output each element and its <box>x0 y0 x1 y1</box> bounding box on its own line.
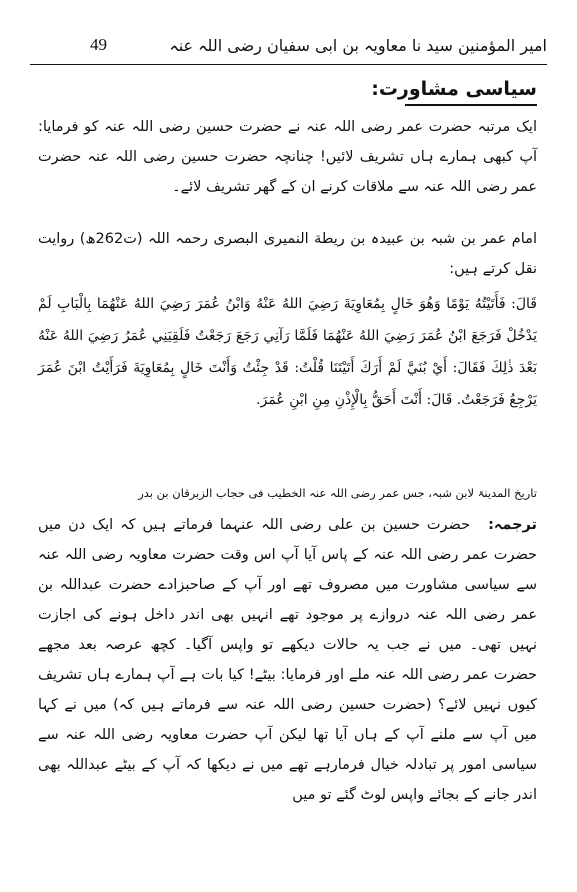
translation-paragraph <box>38 510 537 810</box>
page-header <box>30 28 547 62</box>
section-heading-underline <box>405 104 537 106</box>
translation-label: ترجمہ: <box>488 517 537 533</box>
running-title: امیر المؤمنین سید نا معاویہ بن ابی سفیان رضی اللہ عنہ <box>169 35 547 55</box>
arabic-hadith-text: قَالَ: فَأَتَيْتُهُ يَوْمًا وَهُوَ خَالٍ بِمُعَاوِيَةَ رَضِيَ اللهُ عَنْهُ وَابْنُ عُمَرَ رَضِيَ اللهُ عَنْهُمَا بِالْبَابِ لَمْ يَدْخُلْ فَرَجَعَ ابْنُ عُمَرَ رَضِيَ اللهُ عَنْهُمَا فَلَمَّا رَآنِي رَجَعَ رَجَعْتُ فَلَقِيَنِي عُمَرُ رَضِيَ اللهُ عَنْهُ بَعْدَ ذٰلِكَ فَقَالَ: أَيْ بُنَيَّ لَمْ أَرَكَ أَتَيْتَنَا قُلْتُ: قَدْ جِئْتُ وَأَنْتَ خَالٍ بِمُعَاوِيَةَ فَرَأَيْتُ ابْنَ عُمَرَ يَرْجِعُ فَرَجَعْتُ. قَالَ: أَنْتَ أَحَقُّ بِالْإِذْنِ مِنِ ابْنِ عُمَرَ. <box>38 296 537 408</box>
translation-text: حضرت حسین بن علی رضی اللہ عنہما فرماتے ہیں کہ ایک دن میں حضرت عمر رضی اللہ عنہ کے پاس آیا آپ اس وقت حضرت معاویہ رضی اللہ عنہ سے سیاسی مشاورت میں مصروف تھے اور آپ کے صاحبزادے حضرت عبداللہ بن عمر رضی اللہ عنہ دروازے پر موجود تھے انہیں بھی اندر داخل ہونے کی اجازت نہیں تھی۔ میں نے جب یہ حالات دیکھے تو واپس آگیا۔ کچھ عرصہ بعد مجھے حضرت عمر رضی اللہ عنہ ملے اور فرمایا: بیٹے! کیا بات ہے آپ ہمارے ہاں تشریف کیوں نہیں لائے؟ (حضرت حسین رضی اللہ عنہ سے فرماتے ہیں کہ) میں نے کہا میں آپ سے ملنے آپ کے ہاں آیا تھا لیکن آپ حضرت معاویہ رضی اللہ عنہ سے سیاسی امور پر تبادلہ خیال فرمارہے تھے میں نے دیکھا کہ آپ کے بیٹے عبداللہ بھی اندر جانے کے بجائے واپس لوٹ گئے تو میں <box>38 517 537 803</box>
intro-paragraph: ایک مرتبہ حضرت عمر رضی اللہ عنہ نے حضرت حسین رضی اللہ عنہ کو فرمایا: آپ کبھی ہمارے ہاں تشریف لائیں! چنانچہ حضرت حسین رضی اللہ عنہ حضرت عمر رضی اللہ عنہ سے ملاقات کرنے ان کے گھر تشریف لائے۔ <box>38 119 537 195</box>
header-rule <box>30 64 547 65</box>
narrator-line: امام عمر بن شبہ بن عبیدہ بن ریطة النمیری البصری رحمہ اللہ (ت262ھ) روایت نقل کرتے ہیں: <box>38 231 537 277</box>
page-number: 49 <box>90 35 107 54</box>
section-heading: سیاسی مشاورت: <box>371 78 537 100</box>
source-reference: تاریخ المدینۃ لابن شبہ، جس عمر رضی اللہ عنہ الخطیب فی حجاب الزبرقان بن بدر <box>138 486 537 500</box>
